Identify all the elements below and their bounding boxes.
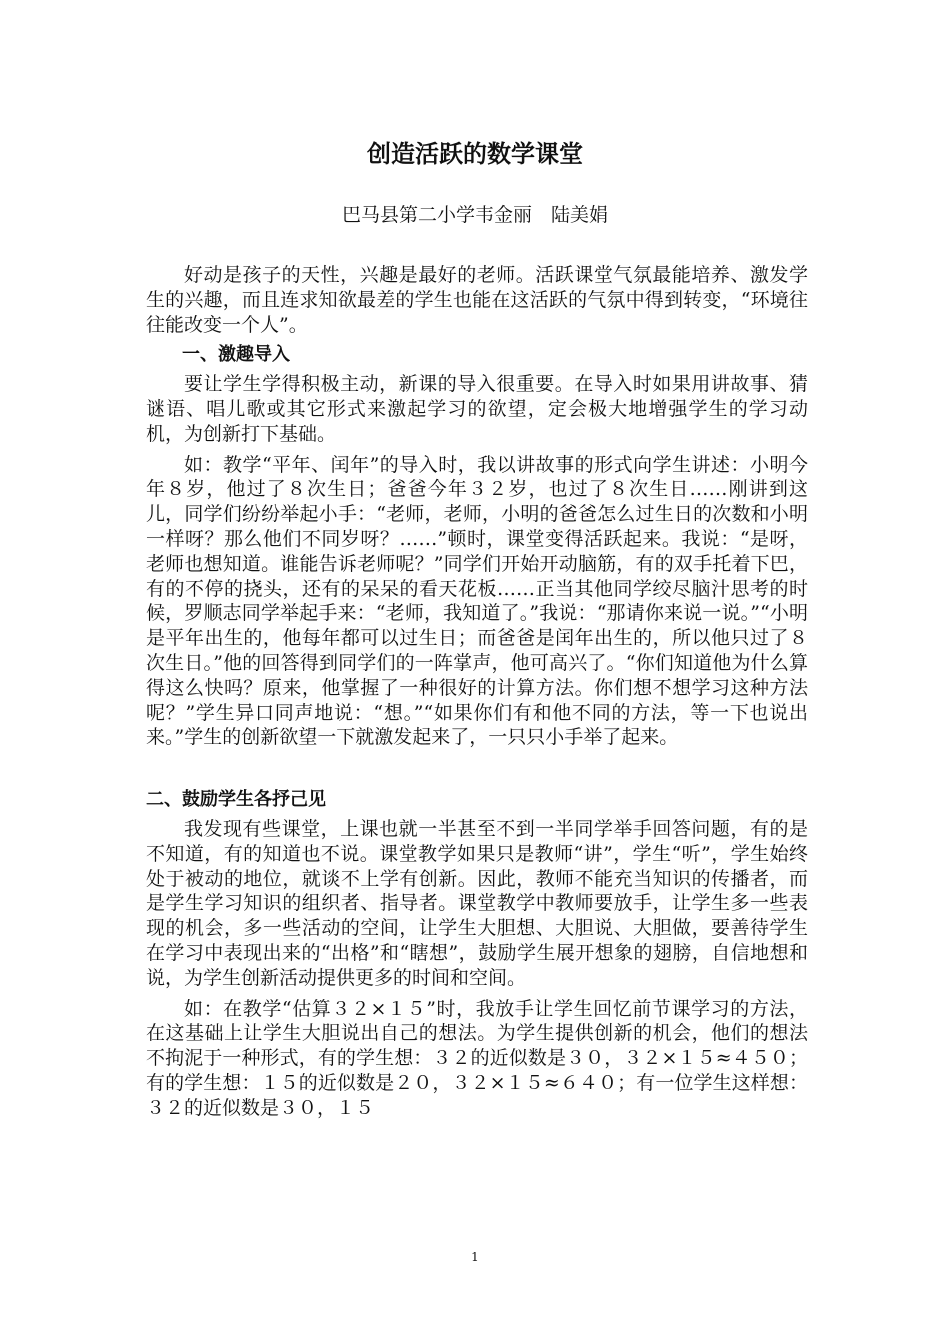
section2-paragraph-2: 如：在教学“估算３２×１５”时，我放手让学生回忆前节课学习的方法，在这基础上让学生大胆说出自己的想法。为学生提供创新的机会，他们的想法不拘泥于一种形式，有的学生想：３２的近似数是３０，３２×１５≈４５０；有的学生想：１５的近似数是２０，３２×１５≈６４０；有一位学生这样想：３２的近似数是３０，１５	[146, 997, 808, 1119]
document-body	[146, 263, 808, 1127]
section1-paragraph-1: 要让学生学得积极主动，新课的导入很重要。在导入时如果用讲故事、猜谜语、唱儿歌或其它形式来激起学习的欲望，定会极大地增强学生的学习动机，为创新打下基础。	[146, 373, 808, 445]
section1-paragraph-2: 如：教学“平年、闰年”的导入时，我以讲故事的形式向学生讲述：小明今年８岁，他过了８次生日；爸爸今年３２岁，也过了８次生日……刚讲到这儿，同学们纷纷举起小手：“老师，老师，小明的爸爸怎么过生日的次数和小明一样呀？那么他们不同岁呀？……”顿时，课堂变得活跃起来。我说：“是呀，老师也想知道。谁能告诉老师呢？”同学们开始开动脑筋，有的双手托着下巴，有的不停的挠头，还有的呆呆的看天花板……正当其他同学绞尽脑汁思考的时候，罗顺志同学举起手来：“老师，我知道了。”我说：“那请你来说一说。”“小明是平年出生的，他每年都可以过生日；而爸爸是闰年出生的，所以他只过了８次生日。”他的回答得到同学们的一阵掌声，他可高兴了。“你们知道他为什么算得这么快吗？原来，他掌握了一种很好的计算方法。你们想不想学习这种方法呢？”学生异口同声地说：“想。”“如果你们有和他不同的方法，等一下也说出来。”学生的创新欲望一下就激发起来了，一只只小手举了起来。	[146, 453, 808, 749]
section2-heading: 二、鼓励学生各抒己见	[146, 789, 326, 811]
section1-heading: 一、激趣导入	[182, 344, 290, 366]
page-number: 1	[471, 1250, 479, 1264]
section2-paragraph-1: 我发现有些课堂，上课也就一半甚至不到一半同学举手回答问题，有的是不知道，有的知道也不说。课堂教学如果只是教师“讲”，学生“听”，学生始终处于被动的地位，就谈不上学有创新。因此，教师不能充当知识的传播者，而是学生学习知识的组织者、指导者。课堂教学中教师要放手，让学生多一些表现的机会，多一些活动的空间，让学生大胆想、大胆说、大胆做，要善待学生在学习中表现出来的“出格”和“瞎想”，鼓励学生展开想象的翅膀，自信地想和说，为学生创新活动提供更多的时间和空间。	[146, 817, 808, 989]
document-title: 创造活跃的数学课堂	[367, 140, 583, 168]
intro-paragraph: 好动是孩子的天性，兴趣是最好的老师。活跃课堂气氛最能培养、激发学生的兴趣，而且连求知欲最差的学生也能在这活跃的气氛中得到转变，“环境往往能改变一个人”。	[146, 264, 808, 336]
author-line: 巴马县第二小学韦金丽 陆美娟	[341, 204, 608, 226]
